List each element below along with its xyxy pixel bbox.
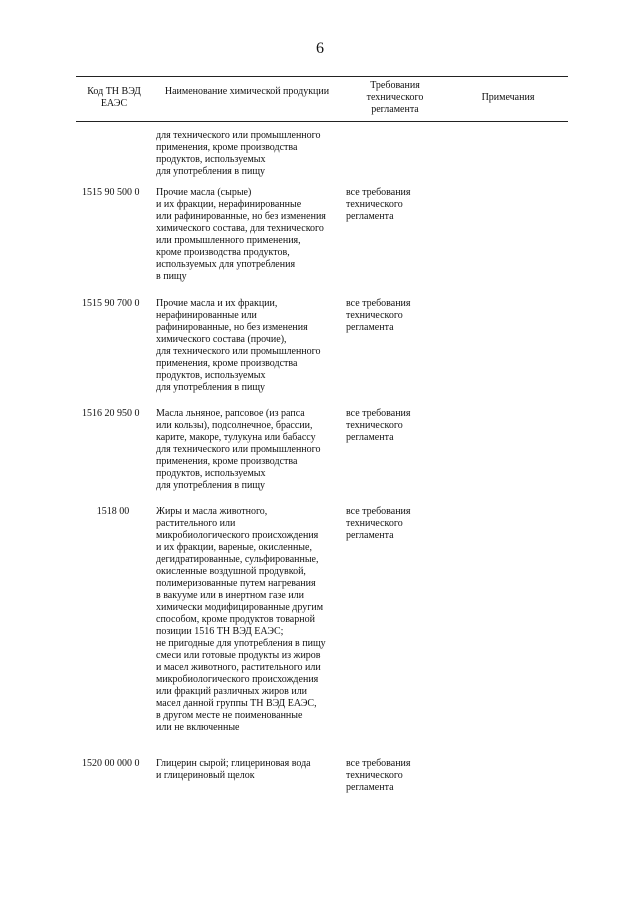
table-row-requirements: все требования технического регламента	[346, 506, 411, 541]
header-notes: Примечания	[481, 92, 535, 103]
table-row-requirements: все требования технического регламента	[346, 298, 411, 333]
table-row-name: Прочие масла (сырые) и их фракции, нерафинированные или рафинированные, но без изменения химического состава, для технического или промышленного применения, кроме производства продуктов, используемых для употребления в пищу	[156, 187, 326, 282]
table-row-code: 1516 20 950 0	[82, 408, 140, 419]
header-name: Наименование химической продукции	[164, 86, 330, 97]
table-row-code: 1515 90 500 0	[82, 187, 140, 198]
table-row-name: Прочие масла и их фракции, нерафинированные или рафинированные, но без изменения химического состава (прочие), для технического или промышленного применения, кроме производства продуктов, используемых для употребления в пищу	[156, 298, 321, 393]
table-row-name: Жиры и масла животного, растительного или микробиологического происхождения и их фракции, вареные, окисленные, дегидратированные, сульфированные, окисленные воздушной продувкой, полимеризованные путем нагревания в вакууме или в инертном газе или химически модифицированные другим способом, кроме продуктов товарной позиции 1516 ТН ВЭД ЕАЭС; не пригодные для употребления в пищу смеси или готовые продукты из жиров и масел животного, растительного или микробиологического происхождения или фракций различных жиров или масел данной группы ТН ВЭД ЕАЭС, в другом месте не поименованные или не включенные	[156, 506, 326, 733]
table-header-rule	[76, 121, 568, 122]
table-row-requirements: все требования технического регламента	[346, 187, 411, 222]
table-row-requirements: все требования технического регламента	[346, 408, 411, 443]
header-requirements: Требования технического регламента	[366, 80, 424, 115]
header-code: Код ТН ВЭД ЕАЭС	[87, 86, 141, 109]
table-row-code: 1515 90 700 0	[82, 298, 140, 309]
page-number: 6	[316, 40, 324, 57]
table-row-name: для технического или промышленного применения, кроме производства продуктов, используемых для употребления в пищу	[156, 130, 321, 177]
table-top-rule	[76, 76, 568, 77]
table-row-name: Масла льняное, рапсовое (из рапса или кользы), подсолнечное, брассии, карите, макоре, тулукуна или бабассу для технического или промышленного применения, кроме производства продуктов, используемых для употребления в пищу	[156, 408, 321, 491]
table-row-name: Глицерин сырой; глицериновая вода и глицериновый щелок	[156, 758, 311, 781]
table-row-code: 1520 00 000 0	[82, 758, 140, 769]
table-row-requirements: все требования технического регламента	[346, 758, 411, 793]
table-row-code: 1518 00	[96, 506, 130, 517]
